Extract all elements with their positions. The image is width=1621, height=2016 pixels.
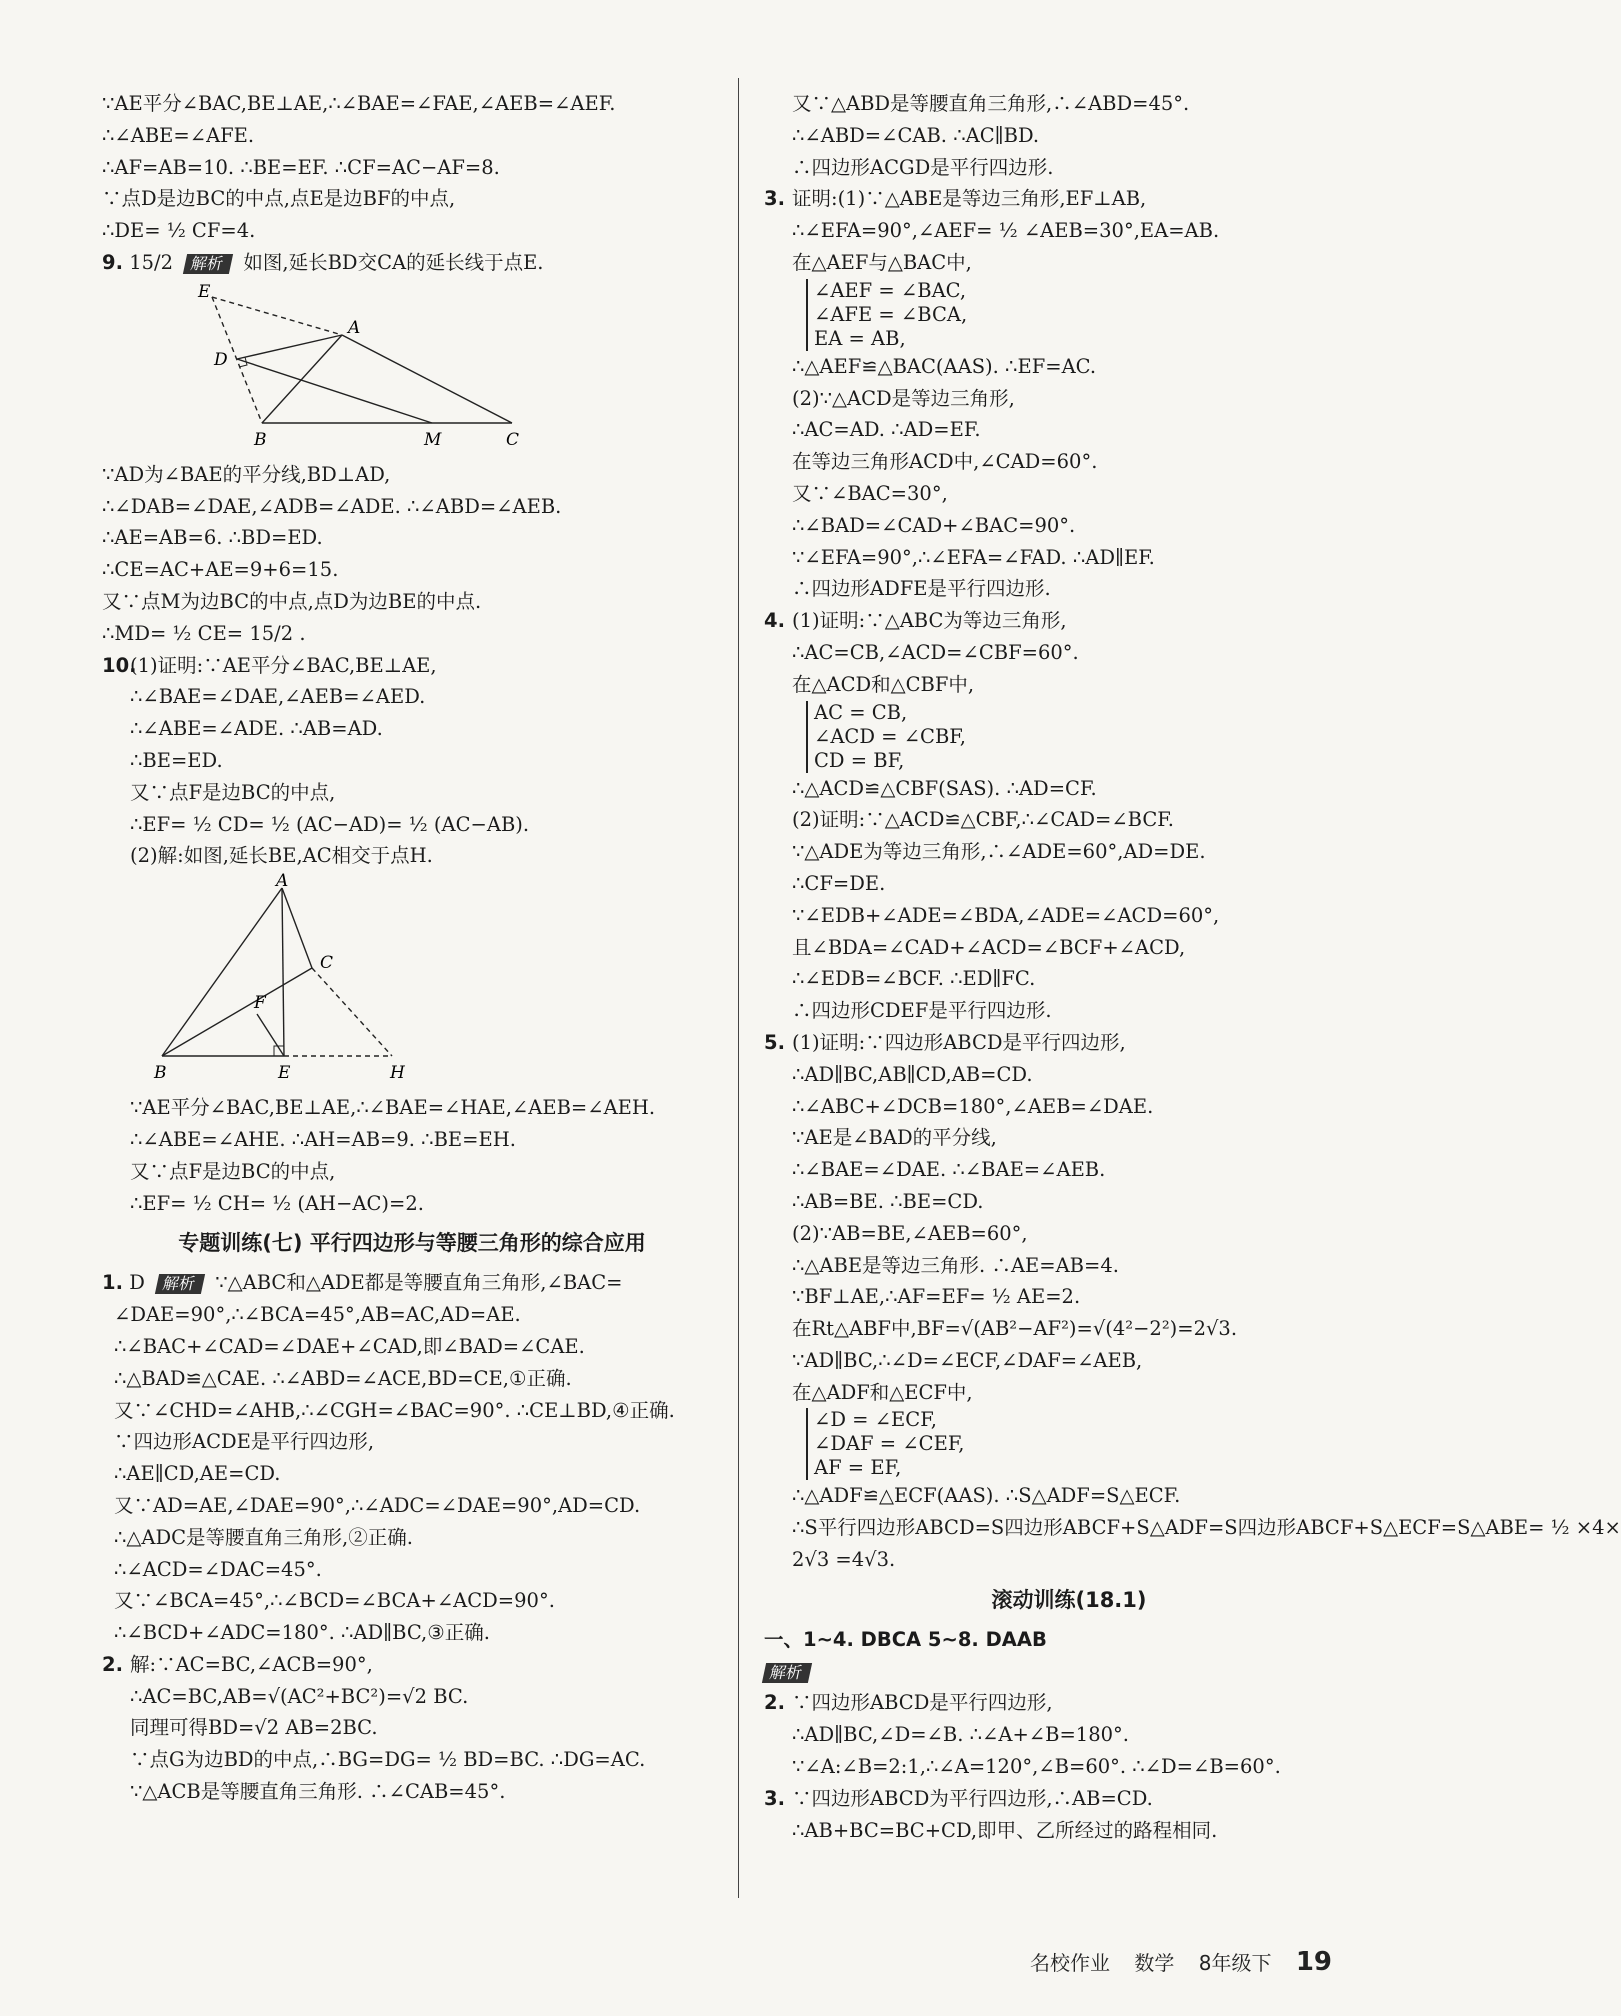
analysis-tag: 解析 [183,254,233,274]
solution-line: ∴∠ABC+∠DCB=180°,∠AEB=∠DAE. [792,1094,1154,1118]
question-number: 5. [764,1030,785,1054]
question-number: 2. [102,1652,123,1676]
solution-line: ∵四边形ABCD为平行四边形,∴AB=CD. [792,1786,1153,1810]
answer-value: D [129,1271,145,1295]
rolling-solution-3 [764,1783,1374,1847]
solution-line: 又∵点F是边BC的中点, [130,1159,336,1183]
equation-system [806,279,1374,351]
solution-3 [764,183,1374,605]
solution-line: ∴S平行四边形ABCD=S四边形ABCF+S△ADF=S四边形ABCF+S△ECF=S△ABE= ½ ×4× [792,1516,1621,1540]
solution-8-continuation [102,88,722,247]
solution-line: ∵△ADE为等边三角形,∴∠ADE=60°,AD=DE. [792,840,1206,864]
label-h: H [390,1063,405,1084]
solution-2-continuation [764,88,1374,183]
solution-line: ∴∠EFA=90°,∠AEF= ½ ∠AEB=30°,EA=AB. [792,219,1220,243]
solution-line: 且∠BDA=∠CAD+∠ACD=∠BCF+∠ACD, [792,935,1186,959]
label-a: A [276,871,289,892]
question-number: 3. [764,187,785,211]
equation-row: ∠AFE = ∠BCA, [814,302,968,326]
solution-10 [102,650,722,873]
solution-10-part2 [102,1092,722,1219]
solution-line: ∴△AEF≌△BAC(AAS). ∴EF=AC. [792,354,1097,378]
solution-line: ∴四边形CDEF是平行四边形. [792,999,1052,1023]
label-f: F [254,993,266,1014]
label-b: B [254,429,267,450]
solution-line: 证明:(1)∵△ABE是等边三角形,EF⊥AB, [792,187,1147,211]
solution-line: ∴∠BAE=∠DAE,∠AEB=∠AED. [130,685,426,709]
solution-line: ∴DE= ½ CF=4. [102,219,256,243]
equation-row: ∠D = ∠ECF, [814,1408,937,1432]
solution-line: (2)∵△ACD是等边三角形, [792,386,1015,410]
solution-line: ∴AE=AB=6. ∴BD=ED. [102,526,323,550]
solution-line: 又∵点F是边BC的中点, [130,780,336,804]
solution-line: ∴BE=ED. [130,748,223,772]
equation-system [806,1408,1374,1480]
analysis-tag: 解析 [155,1274,205,1294]
label-e: E [278,1063,291,1084]
solution-line: ∴MD= ½ CE= 15/2 . [102,621,306,645]
equation-row: CD = BF, [814,748,905,772]
footer-brand: 名校作业 [1030,1951,1110,1975]
section-title: 专题训练(七) 平行四边形与等腰三角形的综合应用 [178,1231,646,1256]
solution-line: ∴CE=AC+AE=9+6=15. [102,558,339,582]
figure-triangle-abh [102,871,522,1086]
solution-line: ∴∠BAD=∠CAD+∠BAC=90°. [792,513,1076,537]
question-9-header [102,247,722,279]
solution-line: 又∵AD=AE,∠DAE=90°,∴∠ADC=∠DAE=90°,AD=CD. [114,1493,641,1517]
solution-line: ∴AD∥BC,AB∥CD,AB=CD. [792,1062,1033,1086]
solution-line: ∵AE平分∠BAC,BE⊥AE,∴∠BAE=∠HAE,∠AEB=∠AEH. [130,1096,656,1120]
footer-subject: 数学 [1134,1951,1175,1975]
solution-line: (1)证明:∵四边形ABCD是平行四边形, [792,1030,1126,1054]
solution-line: ∴△BAD≌△CAE. ∴∠ABD=∠ACE,BD=CE,①正确. [114,1366,572,1390]
solution-line: ∵点D是边BC的中点,点E是边BF的中点, [102,187,456,211]
column-divider [738,78,739,1898]
solution-2 [102,1649,722,1808]
equation-row: AC = CB, [814,700,908,724]
solution-4 [764,605,1374,1027]
solution-line: ∵AE平分∠BAC,BE⊥AE,∴∠BAE=∠FAE,∠AEB=∠AEF. [102,92,616,115]
solution-line: ∴∠ABE=∠AHE. ∴AH=AB=9. ∴BE=EH. [130,1127,516,1151]
solution-line: ∴∠EDB=∠BCF. ∴ED∥FC. [792,967,1036,991]
solution-line: 在等边三角形ACD中,∠CAD=60°. [792,450,1098,474]
label-c: C [320,953,334,974]
solution-line: ∵∠A:∠B=2:1,∴∠A=120°,∠B=60°. ∴∠D=∠B=60°. [792,1755,1281,1779]
page-footer [1030,1947,1360,1977]
solution-line: ∵AD为∠BAE的平分线,BD⊥AD, [102,462,391,486]
solution-1 [102,1299,722,1649]
solution-line: ∴∠ABE=∠ADE. ∴AB=AD. [130,717,383,741]
analysis-first-line: ∵△ABC和△ADE都是等腰直角三角形,∠BAC= [215,1271,623,1295]
solution-line: 又∵∠BCA=45°,∴∠BCD=∠BCA+∠ACD=90°. [114,1589,555,1613]
question-number: 1. [102,1271,123,1295]
page-number: 19 [1295,1947,1332,1977]
solution-line: ∴AE∥CD,AE=CD. [114,1462,281,1486]
solution-line: ∵BF⊥AE,∴AF=EF= ½ AE=2. [792,1285,1081,1309]
question-number: 2. [764,1691,785,1715]
solution-line: 又∵点M为边BC的中点,点D为边BE的中点. [102,589,482,613]
solution-line: ∴△ADC是等腰直角三角形,②正确. [114,1525,413,1549]
solution-line: (2)证明:∵△ACD≌△CBF,∴∠CAD=∠BCF. [792,808,1174,832]
label-d: D [214,349,228,370]
equation-row: EA = AB, [814,326,906,350]
answer-list: 一、1~4. DBCA 5~8. DAAB [764,1627,1047,1651]
solution-line: (2)解:如图,延长BE,AC相交于点H. [130,844,433,868]
solution-line: 2√3 =4√3. [792,1548,896,1572]
solution-5 [764,1027,1621,1576]
solution-line: ∴AC=AD. ∴AD=EF. [792,418,981,442]
equation-system [806,701,1374,773]
solution-line: ∴∠ABD=∠CAB. ∴AC∥BD. [792,123,1040,147]
solution-line: ∴四边形ADFE是平行四边形. [792,577,1051,601]
solution-line: ∵AD∥BC,∴∠D=∠ECF,∠DAF=∠AEB, [792,1348,1143,1372]
analysis-intro: 如图,延长BD交CA的延长线于点E. [243,250,544,274]
solution-line: ∠DAE=90°,∴∠BCA=45°,AB=AC,AD=AE. [114,1303,521,1327]
solution-line: ∴△ACD≌△CBF(SAS). ∴AD=CF. [792,776,1097,800]
solution-line: ∴AF=AB=10. ∴BE=EF. ∴CF=AC−AF=8. [102,155,500,179]
analysis-tag-row [764,1656,1374,1688]
solution-line: ∵∠EFA=90°,∴∠EFA=∠FAD. ∴AD∥EF. [792,545,1155,569]
question-number: 9. [102,250,123,274]
label-c: C [506,429,520,450]
solution-line: ∴EF= ½ CD= ½ (AC−AD)= ½ (AC−AB). [130,812,530,836]
solution-line: ∵点G为边BD的中点,∴BG=DG= ½ BD=BC. ∴DG=AC. [130,1748,646,1772]
answer-value: 15/2 [129,250,173,274]
solution-line: 在△ADF和△ECF中, [792,1380,973,1404]
solution-line: ∵四边形ACDE是平行四边形, [114,1430,375,1454]
question-1-header [102,1267,722,1299]
solution-line: (1)证明:∵AE平分∠BAC,BE⊥AE, [130,653,437,677]
solution-line: 又∵△ABD是等腰直角三角形,∴∠ABD=45°. [792,92,1190,115]
solution-line: 在△ACD和△CBF中, [792,672,975,696]
question-number: 3. [764,1786,785,1810]
rolling-solution-2 [764,1687,1374,1782]
solution-line: 又∵∠CHD=∠AHB,∴∠CGH=∠BAC=90°. ∴CE⊥BD,④正确. [114,1398,675,1422]
solution-line: 在Rt△ABF中,BF=√(AB²−AF²)=√(4²−2²)=2√3. [792,1317,1238,1341]
solution-line: ∴∠BAE=∠DAE. ∴∠BAE=∠AEB. [792,1158,1106,1182]
solution-line: 解:∵AC=BC,∠ACB=90°, [130,1652,373,1676]
label-e: E [198,281,211,302]
solution-line: ∴AC=CB,∠ACD=∠CBF=60°. [792,640,1079,664]
figure-triangle-ebc [102,283,522,453]
solution-line: 在△AEF与△BAC中, [792,250,972,274]
solution-line: ∴△ABE是等边三角形. ∴AE=AB=4. [792,1253,1119,1277]
question-number: 4. [764,609,785,633]
equation-row: ∠AEF = ∠BAC, [814,278,967,302]
equation-row: AF = EF, [814,1456,902,1480]
solution-line: ∴CF=DE. [792,871,886,895]
solution-line: ∴∠DAB=∠DAE,∠ADB=∠ADE. ∴∠ABD=∠AEB. [102,494,562,518]
solution-line: ∴∠ACD=∠DAC=45°. [114,1557,322,1581]
label-m: M [424,429,442,450]
label-b: B [154,1063,167,1084]
solution-line: ∴△ADF≌△ECF(AAS). ∴S△ADF=S△ECF. [792,1484,1181,1508]
solution-line: ∴∠ABE=∠AFE. [102,123,255,147]
solution-line: ∴EF= ½ CH= ½ (AH−AC)=2. [130,1191,424,1215]
solution-line: ∵四边形ABCD是平行四边形, [792,1691,1053,1715]
solution-line: ∵∠EDB+∠ADE=∠BDA,∠ADE=∠ACD=60°, [792,903,1220,927]
solution-line: ∴∠BAC+∠CAD=∠DAE+∠CAD,即∠BAD=∠CAE. [114,1334,585,1358]
solution-line: ∴AB+BC=BC+CD,即甲、乙所经过的路程相同. [792,1818,1218,1842]
left-column [102,88,722,1808]
solution-line: ∵AE是∠BAD的平分线, [792,1126,997,1150]
footer-grade: 8年级下 [1198,1951,1272,1975]
right-column [764,88,1621,1846]
solution-line: ∴四边形ACGD是平行四边形. [792,155,1054,179]
solution-line: (2)∵AB=BE,∠AEB=60°, [792,1221,1028,1245]
equation-row: ∠DAF = ∠CEF, [814,1432,965,1456]
analysis-tag: 解析 [762,1663,812,1683]
solution-line: 同理可得BD=√2 AB=2BC. [130,1716,378,1740]
solution-9 [102,459,722,650]
solution-line: 又∵∠BAC=30°, [792,481,948,505]
solution-line: ∴AC=BC,AB=√(AC²+BC²)=√2 BC. [130,1684,469,1708]
question-number: 10. [102,653,137,677]
solution-line: ∴AB=BE. ∴BE=CD. [792,1189,984,1213]
equation-row: ∠ACD = ∠CBF, [814,724,966,748]
solution-line: ∴∠BCD+∠ADC=180°. ∴AD∥BC,③正确. [114,1621,490,1645]
solution-line: (1)证明:∵△ABC为等边三角形, [792,609,1067,633]
label-a: A [348,317,361,338]
section-title-2: 滚动训练(18.1) [991,1587,1147,1612]
solution-line: ∴AD∥BC,∠D=∠B. ∴∠A+∠B=180°. [792,1723,1129,1747]
solution-line: ∵△ACB是等腰直角三角形. ∴∠CAB=45°. [130,1780,506,1804]
